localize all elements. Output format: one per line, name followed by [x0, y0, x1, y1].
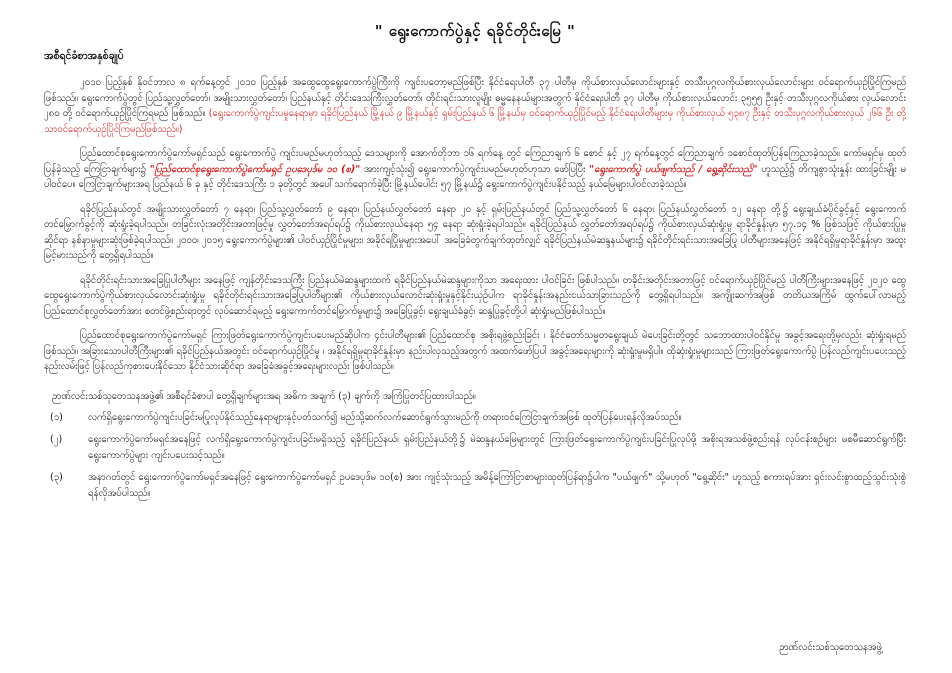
- recommendation-item: [44, 470, 906, 501]
- paragraph-1: [44, 75, 906, 137]
- paragraph-2-term-quote: "ရွေးကောက်ပွဲ ပယ်ဖျက်သည် / ရွေ့ဆိုင်းသည်": [589, 163, 758, 175]
- recommendation-text: လက်ရှိရွေးကောက်ပွဲကျင်းပခြင်းမပြုလုပ်နိုင်သည့်နေရာများနှင့်ပတ်သက်၍ မည်သို့ဆက်လက်ဆောင်ရွက်သွားမည်ကို တရားဝင်ကြေငြာချက်အဖြစ် ထုတ်ပြန်ပေးရန်လိုအပ်သည်။: [88, 411, 682, 423]
- paragraph-2-tail: ဟူသည့်၌ တိကျစွာသုံးနှုန်း ထားခြင်းမျိုး မပါဝင်ပေ။ ကြေငြာချက်များအရ ပြည်နယ် ၆ ခု နှင့် တိုင်းဒေသကြီး ၁ ခုတို့တွင် အပေါ်သက်ရောက်ခဲ့ပြီး မြို့နယ်ပေါင်း ၅၇ မြို့နယ်၌ ရွေးကောက်ပွဲကျင်းပနိုင်သည့် နယ်မြေများပါဝင်လာခဲ့သည်။: [44, 163, 907, 190]
- recommendation-item: [44, 410, 906, 426]
- paragraph-1-text: ၂၀၁၀ ပြည့်နှစ် နိုဝင်ဘာလ ၈ ရက်နေ့တွင် ၂၀၁၀ ပြည့်နှစ် အထွေထွေရွေးကောက်ပွဲကြီးကို ကျင်းပတော့မည်ဖြစ်ပြီး နိုင်ငံရေးပါတီ ၃၇ ပါတီမှ ကိုယ်စားလှယ်လောင်းများနှင့် တသီးပုဂ္ဂလကိုယ်စားလှယ်လောင်းများ ဝင်ရောက်ယှဉ်ပြိုင်ကြမည် ဖြစ်သည်။ ရွေးကောက်ပွဲတွင် ပြည်သူ့လွှတ်တော်၊ အမျိုးသားလွှတ်တော်၊ ပြည်နယ်နှင့် တိုင်းဒေသကြီးလွှတ်တော်၊ တိုင်းရင်းသားလူမျိုး ဓမ္မနေနယ်များအတွက် နိုင်ငံရေးပါတီ ၃၇ ပါတီမှ ကိုယ်စားလှယ်လောင်း ၃၅၅၅ ဦးနှင့် တသီးပုဂ္ဂလကိုယ်စား လှယ်လောင်း ၂၈၀ တို့ ဝင်ရောက်ယှဉ်ပြိုင်ကြရမည် ဖြစ်သည်။: [44, 77, 906, 119]
- paragraph-2-text: ပြည်ထောင်စုရွေးကောက်ပွဲကော်မရှင်သည် ရွေးကောက်ပွဲ ကျင်းပမည်မဟုတ်သည့် ဒေသများကို အောက်တိုဘာ ၁၆ ရက်နေ့ တွင် ကြေညာချက် ၆ စောင် နှင့် ၂၇ ရက်နေ့တွင် ကြေညာချက် ၁စောင်ထုတ်ပြန်ကြေညာခဲ့သည်။ ကော်မရှင်မှ ထုတ်ပြန်ခဲ့သည့် ကြေငြာချက်များ၌: [44, 148, 906, 175]
- paragraph-3: ရခိုင်ပြည်နယ်တွင် အမျိုးသားလွှတ်တော် ၇ နေရာ၊ ပြည်သူ့လွှတ်တော် ၉ နေရာ၊ ပြည်နယ်လွှတ်တော် နေရာ ၂၀ နှင့် ရှမ်းပြည်နယ်တွင် ပြည်သူ့လွှတ်တော် ၆ နေရာ၊ ပြည်နယ်လွှတ်တော် ၁၂ နေရာ တို့၌ ရွေးချယ်ခံပိုင်ခွင့်နှင့် ရွေးကောက်တင်မြှောက်ခွင့်ကို ဆုံးရှုံးခဲ့ရပါသည်။ တခြင်းလုံးအတိုင်းအတာဖြင့်မှု လွှတ်တော်အရပ်ရပ်၌ ကိုယ်စားလှယ်နေရာ ၅၄ နေရာ ဆုံးရှုံးခဲ့ရပါသည်။ ရခိုင်ပြည်နယ် လွှတ်တော်အရပ်ရပ်၌ ကိုယ်စားလှယ်ဆုံးရှုံးမှု ရာခိုင်နှုန်းမှာ ၅၇.၁၄ % ဖြစ်သဖြင့် ကိုယ်စားပြုမှုဆိုင်ရာ နစ်နာမှုများဆုံးဖြစ်ခဲ့ရပါသည်။ ၂၀၀၀၊ ၂၀၁၅ ရွေးကောက်ပွဲများ၏ ပါဝင်ယှဉ်ပြိုင်မှုများ၊ အခိုင်ရပြိုမှုများအပေါ် အခြေခံတွက်ချက်ထုတ်လျှင် ရခိုင်ပြည်နယ်မဲဆန္ဒနယ်များ၌ ရခိုင်တိုင်းရင်းသားအခြေပြု ပါတီများအနေဖြင့် အနိုင်ရရှိမှုရာခိုင်နှုန်းမှာ အထူးမြင့်မားသည်ကို တွေ့ရှိရပါသည်။: [44, 203, 906, 261]
- recommendation-item: [44, 432, 906, 463]
- recommendation-number: (၃): [50, 472, 63, 483]
- summary-heading: အစီရင်ခံစာအနှစ်ချုပ်: [44, 50, 124, 62]
- recommendation-text: ရွေးကောက်ပွဲကော်မရှင်အနေဖြင့် လက်ရှိရွေးကောက်ပွဲကျင်းပခြင်းမရှိသည့် ရခိုင်ပြည်နယ်၊ ရှမ်းပြည်နယ်တို့၌ မဲဆန္ဒနယ်မြေများတွင် ကြားဖြတ်ရွေးကောက်ပွဲကျင်းပခြင်းပြုလုပ်ဖို့ အစိုးရအသစ်ဖွဲ့စည်းရန် လုပ်ငန်းစဉ်များ မစမီဆောင်ရွက်ပြီး ရွေးကောက်ပွဲများ ကျင်းပပေးသင့်သည်။: [88, 434, 906, 461]
- paragraph-4: ရခိုင်တိုင်းရင်းသားအခြေပြုပါတီများ အနေဖြင့် ကျန်တိုင်းဒေသကြီး ပြည်နယ်မဲဆန္ဒများထက် ရခိုင်ပြည်နယ်မဲဆန္ဒများကိုသာ အရေးထား ပါဝင်ခြင်း ဖြစ်ပါသည်။ တခိုင်းအတိုင်းအတာဖြင့် ဝင်ရောက်ယှဉ်ပြိုင်မည့် ပါတီကြီးများအနေဖြင့် ၂၀၂၀ ထွေထွေရွေးကောက်ပွဲကိုယ်စားလှယ်လောင်းဆုံးရှုံးမှု ရခိုင်တိုင်းရင်းသားအခြေပြုပါတီများ၏ ကိုယ်စားလှယ်လောင်းဆုံးရှုံးမှုနှင့်နိုင်းယှဉ်ပါက ရာခိုင်နှုန်းအနည်းငယ်သာခြားသည်ကို တွေ့ရှိရပါသည်။ အကျိုးဆက်အဖြစ် တတိယအကြိမ် ထွက်ပေါ်လာမည့် ပြည်ထောင်စုလွှတ်တော်အား စတင်ဖွဲ့စည်းရာတွင် လုပ်ဆောင်ရမည့် ရွေးကောက်တင်မြှောက်မှုများ၌ အခြေပြုခွင့်၊ ရွေးချယ်ခံခွင့်၊ ဆန္ဒပြုခွင့်တို့ပါ ဆုံးရှုံးမည်ဖြစ်ပါသည်။: [44, 274, 906, 317]
- paragraph-1-highlight: (ရွေးကောက်ပွဲကျင်းပမှုနေရာမှာ ရခိုင်ပြည်နယ် မြို့နယ် ၉ မြို့နယ်နှင့် ရှမ်းပြည်နယ် ၆ မြို့နယ်မှ ဝင်ရောက်ယှဉ်ပြိုင်မည့် နိုင်ငံရေးပါတီများမှ ကိုယ်စားလှယ် ၅၃၈၇ ဦးနှင့် တသီးပုဂ္ဂလကိုယ်စားလှယ် ၂၆၆ ဦး တို့သာဝင်ရောက်ယှဉ်ပြိုင်ကြမည်ဖြစ်သည်။): [44, 108, 906, 135]
- recommendation-text: အနာဂတ်တွင် ရွေးကောက်ပွဲကော်မရှင်အနေဖြင့် ရွေးကောက်ပွဲကော်မရှင် ဥပဒေပုဒ်မ ၁၀(စ) အား ကျင့်သုံးသည့် အမိန့်ကြော်ငြာစာများထုတ်ပြန်ရာ၌ပါက "ပယ်ဖျက်" သို့မဟုတ် "ရွေ့ဆိုင်း" ဟူသည့် စကားရပ်အား ရှင်းလင်းစွာထည့်သွင်းသုံးစွဲရန်လိုအပ်ပါသည်။: [88, 472, 906, 499]
- paragraph-2-mid: အားကျင့်သုံး၍ ရွေးကောက်ပွဲကျင်းပမည်မဟုတ်ဟုသာ ဖော်ပြပြီး: [360, 163, 590, 175]
- recommendation-number: (၁): [50, 411, 63, 423]
- document-title: " ရွေးကောက်ပွဲနှင့် ရခိုင်တိုင်းမြေ ": [374, 22, 576, 40]
- recommendation-number: (၂): [50, 434, 63, 445]
- paragraph-2-law-quote: "ပြည်ထောင်စုရွေးကောက်ပွဲကော်မရှင် ဥပဒေပုဒ်မ ၁၀ (စ)": [149, 163, 361, 175]
- paragraph-5: ပြည်ထောင်စုရွေးကောက်ပွဲကော်မရှင် ကြားဖြတ်ရွေးကောက်ပွဲကျင်းပပေးမည်ဆိုပါက ၄င်းပါတီများ၏ ပြည်ထောင်စု အစိုးရဖွဲ့စည်းခြင်း ၊ နိုင်ငံတော်သမ္မတရွေးချယ် မဲပေးခြင်းတို့တွင် သဘောထားပါဝင်နိုင်မှု အခွင့်အရေးတို့မှလည်း ဆုံးရှုံးရမည်ဖြစ်သည်။ အခြားသောပါတီကြီးများ၏ ရခိုင်ပြည်နယ်အတွင်း ဝင်ရောက်ယှဉ်ပြိုင်မှု ၊ အနိုင်ရရှိမှုရာခိုင်နှုန်းမှာ နည်းပါလှသည့်အတွက် အထက်ဖော်ပြပါ အခွင့်အရေးများကို ဆုံးရှုံးမှုမရှိပါ။ ထိုဆုံးရှုံးမှုများသည် ကြားဖြတ်ရွေးကောက်ပွဲ ပြန်လည်ကျင်းပပေးသည့်နည်းလမ်းဖြင့် ပြန်လည်ကုစားပေးနိုင်သော နိုင်ငံသားဆိုင်ရာ အခြေခံအခွင့်အရေးများလည်း ဖြစ်ပါသည်။: [44, 330, 906, 372]
- recommendations-intro: ဉာဏ်လင်းသစ်သုတေသနအဖွဲ့၏ အစီရင်ခံစာပါ တွေ့ရှိချက်များအရ အဓိက အချက် (၃) ချက်ကို အကြံပြုတင်ပြထားပါသည်။: [52, 390, 476, 402]
- paragraph-2: [44, 146, 906, 193]
- signature-org: ဉာဏ်လင်းသစ်သုတေသနအဖွဲ့: [779, 642, 882, 653]
